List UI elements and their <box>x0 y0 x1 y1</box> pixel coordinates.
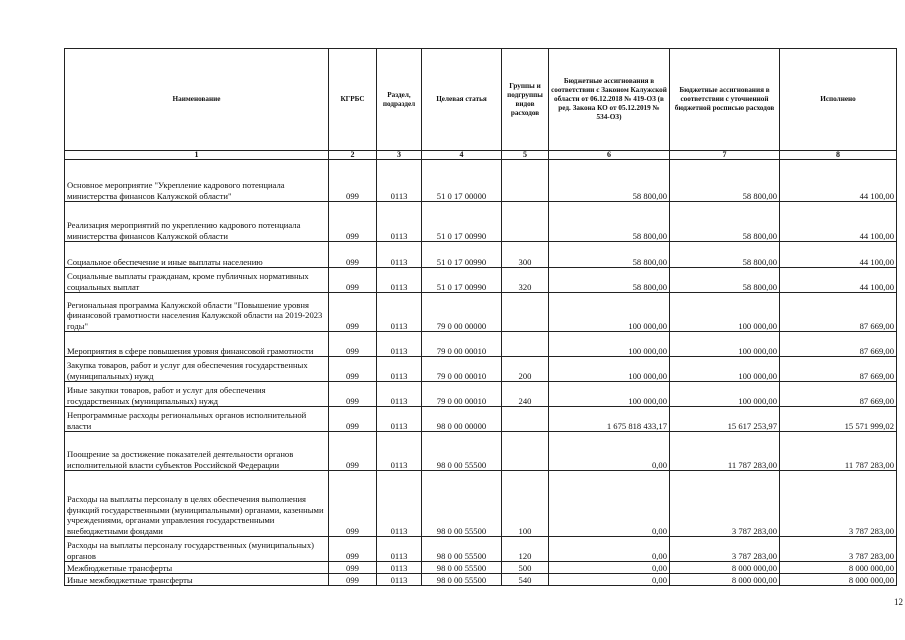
row-refined-amount: 58 800,00 <box>670 160 780 202</box>
row-refined-amount: 3 787 283,00 <box>670 537 780 562</box>
row-law-amount: 0,00 <box>549 432 670 471</box>
row-kgrbs: 099 <box>329 382 377 407</box>
row-target: 98 0 00 55500 <box>422 471 502 537</box>
row-target: 98 0 00 55500 <box>422 574 502 586</box>
table-row <box>65 268 897 293</box>
row-executed-amount: 87 669,00 <box>780 332 897 357</box>
row-law-amount: 100 000,00 <box>549 332 670 357</box>
row-name: Социальное обеспечение и иные выплаты населению <box>65 242 329 268</box>
row-law-amount: 0,00 <box>549 562 670 574</box>
row-name: Иные закупки товаров, работ и услуг для обеспечения государственных (муниципальных) нужд <box>65 382 329 407</box>
row-group: 540 <box>502 574 549 586</box>
row-executed-amount: 8 000 000,00 <box>780 562 897 574</box>
row-refined-amount: 58 800,00 <box>670 242 780 268</box>
table-row <box>65 202 897 242</box>
row-executed-amount: 87 669,00 <box>780 382 897 407</box>
row-target: 79 0 00 00010 <box>422 357 502 382</box>
row-name: Расходы на выплаты персоналу государственных (муниципальных) органов <box>65 537 329 562</box>
header-row <box>65 49 897 151</box>
row-executed-amount: 3 787 283,00 <box>780 537 897 562</box>
header-law: Бюджетные ассигнования в соответствии с Законом Калужской области от 06.12.2018 № 419-ОЗ (в ред. Закона КО от 05.12.2019 № 534-ОЗ) <box>549 49 670 151</box>
row-refined-amount: 8 000 000,00 <box>670 574 780 586</box>
row-law-amount: 0,00 <box>549 471 670 537</box>
row-group: 120 <box>502 537 549 562</box>
header-target: Целевая статья <box>422 49 502 151</box>
row-law-amount: 100 000,00 <box>549 357 670 382</box>
row-name: Закупка товаров, работ и услуг для обеспечения государственных (муниципальных) нужд <box>65 357 329 382</box>
table-row <box>65 293 897 332</box>
row-kgrbs: 099 <box>329 293 377 332</box>
header-section: Раздел, подраздел <box>377 49 422 151</box>
row-name: Региональная программа Калужской области "Повышение уровня финансовой грамотности населения Калужской области на 2019-2023 годы" <box>65 293 329 332</box>
row-name: Реализация мероприятий по укреплению кадрового потенциала министерства финансов Калужской области <box>65 202 329 242</box>
table-row <box>65 332 897 357</box>
row-refined-amount: 11 787 283,00 <box>670 432 780 471</box>
row-law-amount: 0,00 <box>549 574 670 586</box>
column-number: 8 <box>780 151 897 160</box>
row-section: 0113 <box>377 202 422 242</box>
row-target: 79 0 00 00010 <box>422 332 502 357</box>
row-target: 79 0 00 00000 <box>422 293 502 332</box>
row-refined-amount: 15 617 253,97 <box>670 407 780 432</box>
column-number: 3 <box>377 151 422 160</box>
row-name: Социальные выплаты гражданам, кроме публичных нормативных социальных выплат <box>65 268 329 293</box>
row-refined-amount: 58 800,00 <box>670 268 780 293</box>
row-group <box>502 432 549 471</box>
row-executed-amount: 87 669,00 <box>780 357 897 382</box>
row-name: Мероприятия в сфере повышения уровня финансовой грамотности <box>65 332 329 357</box>
row-kgrbs: 099 <box>329 332 377 357</box>
row-executed-amount: 44 100,00 <box>780 202 897 242</box>
row-refined-amount: 3 787 283,00 <box>670 471 780 537</box>
row-law-amount: 58 800,00 <box>549 202 670 242</box>
row-group: 240 <box>502 382 549 407</box>
table-row <box>65 432 897 471</box>
row-section: 0113 <box>377 268 422 293</box>
row-refined-amount: 100 000,00 <box>670 293 780 332</box>
row-law-amount: 58 800,00 <box>549 268 670 293</box>
row-section: 0113 <box>377 293 422 332</box>
row-group: 200 <box>502 357 549 382</box>
row-executed-amount: 15 571 999,02 <box>780 407 897 432</box>
row-kgrbs: 099 <box>329 268 377 293</box>
row-refined-amount: 100 000,00 <box>670 382 780 407</box>
row-executed-amount: 44 100,00 <box>780 242 897 268</box>
row-name: Поощрение за достижение показателей деятельности органов исполнительной власти субъектов Российской Федерации <box>65 432 329 471</box>
page-number: 12 <box>894 597 903 607</box>
row-kgrbs: 099 <box>329 407 377 432</box>
row-kgrbs: 099 <box>329 160 377 202</box>
row-section: 0113 <box>377 471 422 537</box>
header-executed: Исполнено <box>780 49 897 151</box>
header-refined: Бюджетные ассигнования в соответствии с уточненной бюджетной росписью расходов <box>670 49 780 151</box>
row-target: 51 0 17 00000 <box>422 160 502 202</box>
budget-table <box>64 48 897 586</box>
row-group <box>502 332 549 357</box>
table-row <box>65 407 897 432</box>
column-number: 4 <box>422 151 502 160</box>
row-section: 0113 <box>377 242 422 268</box>
row-name: Непрограммные расходы региональных органов исполнительной власти <box>65 407 329 432</box>
row-group: 500 <box>502 562 549 574</box>
header-name: Наименование <box>65 49 329 151</box>
table-row <box>65 562 897 574</box>
row-section: 0113 <box>377 160 422 202</box>
row-executed-amount: 44 100,00 <box>780 160 897 202</box>
row-name: Основное мероприятие "Укрепление кадрового потенциала министерства финансов Калужской области" <box>65 160 329 202</box>
row-target: 98 0 00 00000 <box>422 407 502 432</box>
row-target: 98 0 00 55500 <box>422 432 502 471</box>
header-groups: Группы и подгруппы видов расходов <box>502 49 549 151</box>
row-target: 51 0 17 00990 <box>422 202 502 242</box>
row-executed-amount: 3 787 283,00 <box>780 471 897 537</box>
row-group <box>502 407 549 432</box>
table-row <box>65 471 897 537</box>
table-row <box>65 382 897 407</box>
row-target: 51 0 17 00990 <box>422 268 502 293</box>
table-row <box>65 242 897 268</box>
row-name: Расходы на выплаты персоналу в целях обеспечения выполнения функций государственными (муниципальными) органами, казенными учреждениями, органами управления государственными внебюджетными фондами <box>65 471 329 537</box>
row-group <box>502 160 549 202</box>
row-section: 0113 <box>377 432 422 471</box>
column-number: 6 <box>549 151 670 160</box>
row-kgrbs: 099 <box>329 432 377 471</box>
row-kgrbs: 099 <box>329 471 377 537</box>
row-group: 320 <box>502 268 549 293</box>
row-section: 0113 <box>377 357 422 382</box>
row-executed-amount: 87 669,00 <box>780 293 897 332</box>
table-row <box>65 537 897 562</box>
row-law-amount: 1 675 818 433,17 <box>549 407 670 432</box>
row-kgrbs: 099 <box>329 562 377 574</box>
row-group <box>502 202 549 242</box>
row-law-amount: 58 800,00 <box>549 160 670 202</box>
row-kgrbs: 099 <box>329 202 377 242</box>
column-number: 7 <box>670 151 780 160</box>
row-section: 0113 <box>377 562 422 574</box>
row-group: 100 <box>502 471 549 537</box>
row-kgrbs: 099 <box>329 574 377 586</box>
table-row <box>65 357 897 382</box>
row-law-amount: 0,00 <box>549 537 670 562</box>
row-section: 0113 <box>377 574 422 586</box>
row-section: 0113 <box>377 332 422 357</box>
row-group <box>502 293 549 332</box>
column-number: 1 <box>65 151 329 160</box>
row-refined-amount: 100 000,00 <box>670 357 780 382</box>
table-row <box>65 160 897 202</box>
column-number: 5 <box>502 151 549 160</box>
row-target: 51 0 17 00990 <box>422 242 502 268</box>
row-law-amount: 58 800,00 <box>549 242 670 268</box>
row-refined-amount: 8 000 000,00 <box>670 562 780 574</box>
row-section: 0113 <box>377 382 422 407</box>
row-law-amount: 100 000,00 <box>549 382 670 407</box>
row-target: 79 0 00 00010 <box>422 382 502 407</box>
row-kgrbs: 099 <box>329 537 377 562</box>
row-law-amount: 100 000,00 <box>549 293 670 332</box>
row-refined-amount: 100 000,00 <box>670 332 780 357</box>
column-number: 2 <box>329 151 377 160</box>
row-section: 0113 <box>377 537 422 562</box>
header-kgrbs: КГРБС <box>329 49 377 151</box>
column-number-row <box>65 151 897 160</box>
row-target: 98 0 00 55500 <box>422 562 502 574</box>
row-executed-amount: 8 000 000,00 <box>780 574 897 586</box>
row-target: 98 0 00 55500 <box>422 537 502 562</box>
row-executed-amount: 11 787 283,00 <box>780 432 897 471</box>
row-refined-amount: 58 800,00 <box>670 202 780 242</box>
row-kgrbs: 099 <box>329 357 377 382</box>
row-group: 300 <box>502 242 549 268</box>
table-row <box>65 574 897 586</box>
row-name: Иные межбюджетные трансферты <box>65 574 329 586</box>
row-executed-amount: 44 100,00 <box>780 268 897 293</box>
row-name: Межбюджетные трансферты <box>65 562 329 574</box>
row-section: 0113 <box>377 407 422 432</box>
row-kgrbs: 099 <box>329 242 377 268</box>
